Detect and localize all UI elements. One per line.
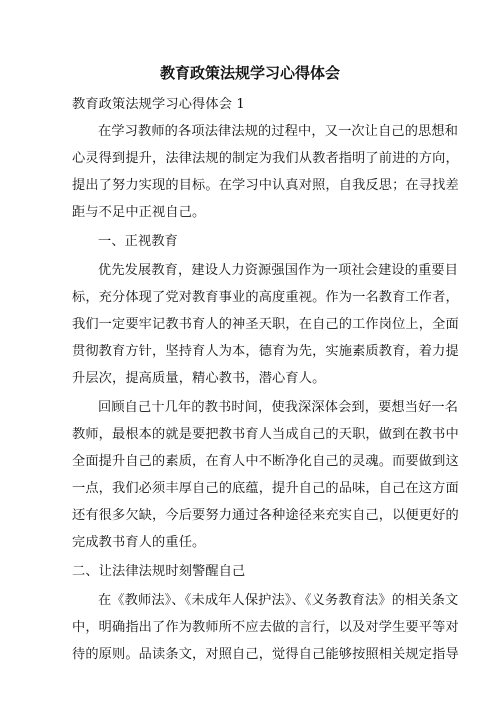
paragraph-line: 心灵得到提升，法律法规的制定为我们从教者指明了前进的方向， [72, 151, 459, 166]
section-heading: 一、正视教育 [98, 234, 179, 249]
document-title: 教育政策法规学习心得体会 [159, 64, 340, 82]
document-subtitle: 教育政策法规学习心得体会 1 [72, 97, 245, 112]
paragraph-line: 在《教师法》、《未成年人保护法》、《义务教育法》的相关条文 [98, 593, 459, 608]
paragraph-line: 优先发展教育，建设人力资源强国作为一项社会建设的重要目 [98, 263, 459, 278]
paragraph-line: 贯彻教育方针，坚持育人为本，德育为先，实施素质教育，着力提 [72, 344, 459, 359]
paragraph-line: 距与不足中正视自己。 [72, 205, 206, 220]
paragraph-line: 教师，最根本的就是要把教书育人当成自己的天职，做到在教书中 [72, 427, 459, 442]
paragraph-line: 我们一定要牢记教书育人的神圣天职，在自己的工作岗位上，全面 [72, 317, 459, 332]
paragraph-line: 中，明确指出了作为教师所不应去做的言行，以及对学生要平等对 [72, 620, 459, 635]
paragraph-line: 升层次，提高质量，精心教书，潜心育人。 [72, 371, 326, 386]
paragraph-line: 全面提升自己的素质，在育人中不断净化自己的灵魂。而要做到这 [72, 454, 459, 469]
section-heading: 二、让法律法规时刻警醒自己 [72, 564, 246, 579]
paragraph-line: 待的原则。品读条文，对照自己，觉得自己能够按照相关规定指导 [72, 647, 459, 662]
paragraph-line: 标，充分体现了党对教育事业的高度重视。作为一名教育工作者， [72, 290, 459, 305]
paragraph-line: 提出了努力实现的目标。在学习中认真对照，自我反思；在寻找差 [72, 178, 459, 193]
paragraph-line: 回顾自己十几年的教书时间，使我深深体会到，要想当好一名 [98, 400, 459, 415]
paragraph-line: 一点，我们必须丰厚自己的底蕴，提升自己的品味，自己在这方面 [72, 481, 459, 496]
paragraph-line: 在学习教师的各项法律法规的过程中，又一次让自己的思想和 [98, 124, 459, 139]
paragraph-line: 完成教书育人的重任。 [72, 535, 206, 550]
paragraph-line: 还有很多欠缺，今后要努力通过各种途径来充实自己，以便更好的 [72, 508, 459, 523]
